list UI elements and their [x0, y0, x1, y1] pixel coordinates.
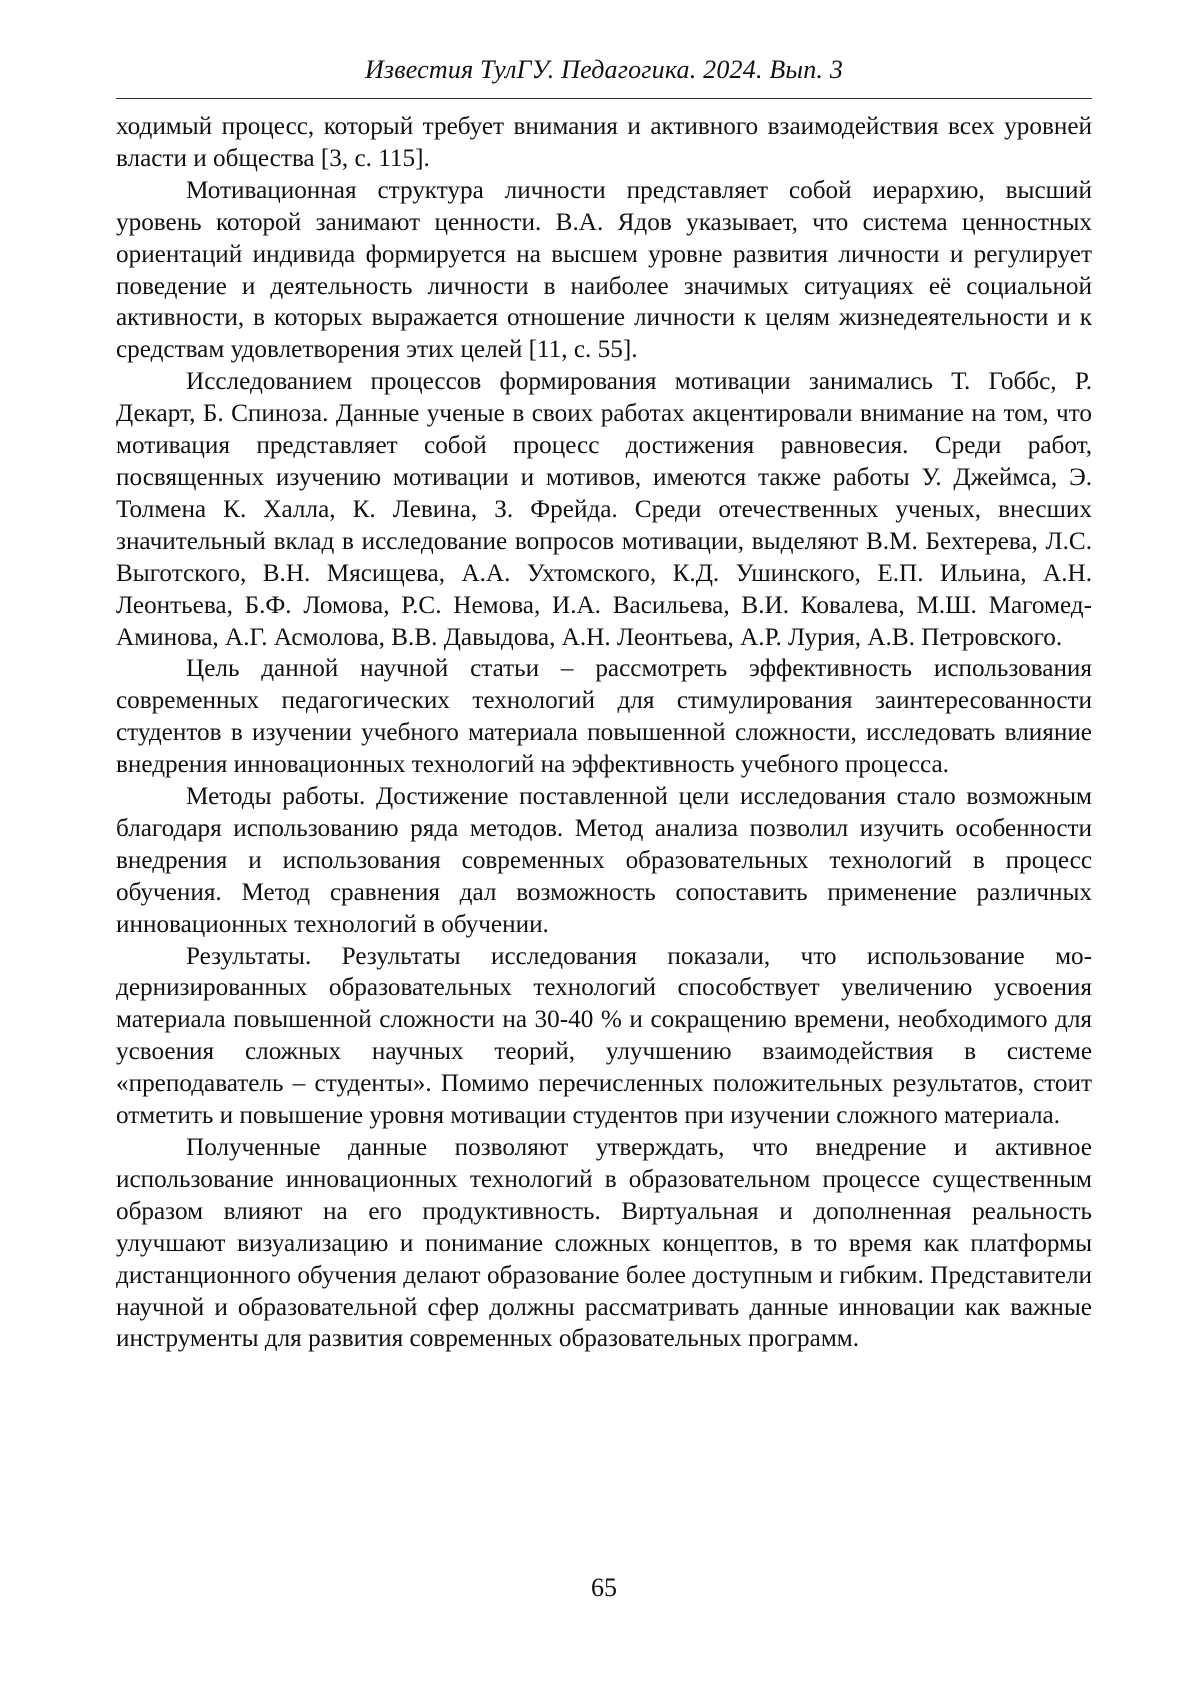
paragraph-conclusion: Полученные данные позволяют утверждать, что внедрение и активное использование инновационных технологий в образовательном процессе существенным образом влияют на его продуктивность. Виртуальная и дополненная реальность улучшают визуализацию и понимание сложных концептов, в то время как платформы дистанционного обучения делают образование более доступным и гибким. Представители научной и образовательной сфер должны рассматривать данные инновации как важные инструменты для развития современных образовательных программ. — [116, 1134, 1092, 1353]
paragraph-motivation-structure: Мотивационная структура личности представляет собой иерархию, высший уровень которой занимают ценности. В.А. Ядов указывает, что система ценностных ориентаций индивида формируется на высшем уровне развития личности и регулирует поведение и деятельность личности в наиболее значимых ситуациях её социальной активности, в которых выражается отношение личности к целям жизнедеятельности и к средствам удовлетворения этих целей [11, с. 55]. — [116, 176, 1092, 364]
page-number: 65 — [591, 1573, 617, 1602]
paragraph-results: Результаты. Результаты исследования показали, что использование модернизированных образовательных технологий способствует увеличению усвоения материала повышенной сложности на 30-40 % и сокращению времени, необходимого для усвоения сложных научных теорий, улучшению взаимодействия в системе «преподаватель – студенты». Помимо перечисленных положительных результатов, стоит отметить и повышение уровня мотивации студентов при изучении сложного материала. — [116, 942, 1092, 1130]
paragraph-article-goal: Цель данной научной статьи – рассмотреть эффективность использования современных педагогических технологий для стимулирования заинтересованности студентов в изучении учебного материала повышенной сложности, исследовать влияние внедрения инновационных технологий на эффективность учебного процесса. — [116, 655, 1092, 779]
header-rule — [116, 98, 1092, 99]
paragraph-methods: Методы работы. Достижение поставленной цели исследования стало возможным благодаря использованию ряда методов. Метод анализа позволил изучить особенности внедрения и использования современных образовательных технологий в процесс обучения. Метод сравнения дал возможность сопоставить применение различных инновационных технологий в обучении. — [116, 783, 1092, 938]
running-header: Известия ТулГУ. Педагогика. 2024. Вып. 3 — [364, 55, 844, 84]
body-text — [116, 111, 1092, 1355]
paragraph-research-history: Исследованием процессов формирования мотивации занимались Т. Гоббс, Р. Декарт, Б. Спиноза. Данные ученые в своих работах акцентировали внимание на том, что мотивация представляет собой процесс достижения равновесия. Среди работ, посвященных изучению мотивации и мотивов, имеются также работы У. Джеймса, Э. Толмена К. Халла, К. Левина, З. Фрейда. Среди отечественных ученых, внесших значительный вклад в исследование вопросов мотивации, выделяют В.М. Бехтерева, Л.С. Выготского, В.Н. Мясищева, А.А. Ухтомского, К.Д. Ушинского, Е.П. Ильина, А.Н. Леонтьева, Б.Ф. Ломова, Р.С. Немова, И.А. Васильева, В.И. Ковалева, М.Ш. Магомед-Аминова, А.Г. Асмолова, В.В. Давыдова, А.Н. Леонтьева, А.Р. Лурия, А.В. Петровского. — [116, 368, 1092, 651]
paragraph-continuation: ходимый процесс, который требует внимания и активного взаимодействия всех уровней власти и общества [3, с. 115]. — [116, 113, 1092, 172]
